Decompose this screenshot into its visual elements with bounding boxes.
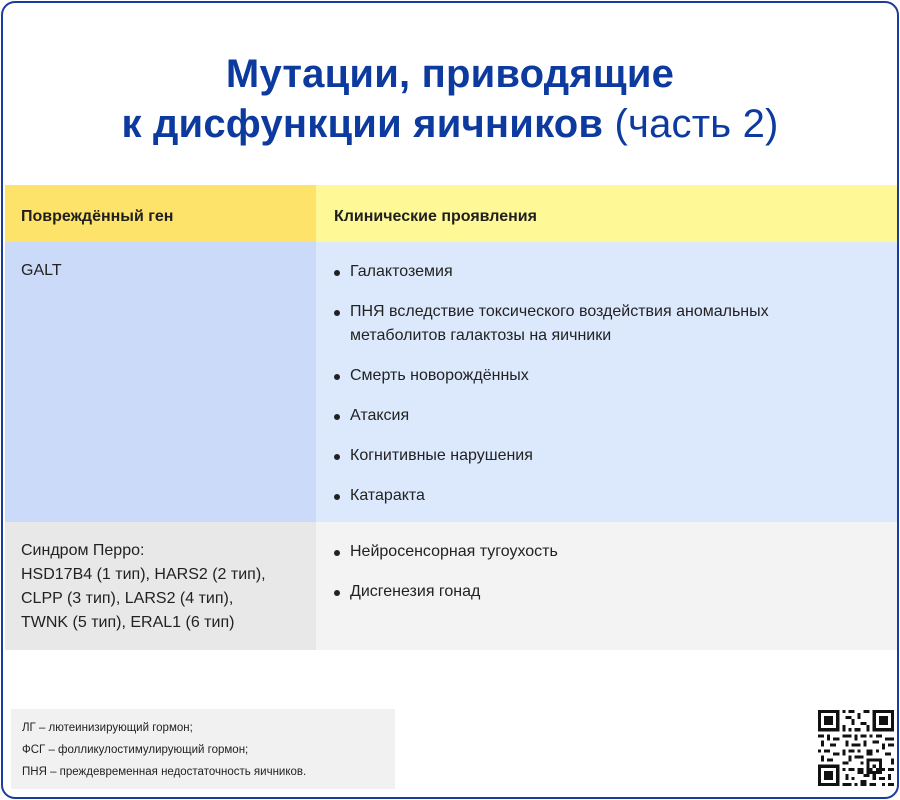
title-line-2-bold: к дисфункции яичников [121,102,604,146]
footnote: ПНЯ – преждевременная недостаточность яичников. [22,766,307,778]
header-clinical-cell [316,185,897,242]
title-line-2-light: (часть 2) [603,102,779,146]
header-gene-label: Повреждённый ген [21,208,174,225]
gene-name: GALT [21,262,62,279]
gene-cell [5,242,316,522]
list-item: Атаксия [334,404,897,428]
title-line-1: Мутации, приводящие [225,52,675,96]
header-gene-cell [5,185,316,242]
table-row [5,522,897,650]
qr-code-icon[interactable] [818,710,894,786]
list-item: Смерть новорождённых [334,364,897,388]
list-item: Когнитивные нарушения [334,444,897,468]
list-item: Галактоземия [334,260,897,284]
footnote: ЛГ – лютеинизирующий гормон; [22,722,193,734]
list-item: Катаракта [334,484,897,508]
gene-cell [5,522,316,650]
mutations-table [5,185,897,650]
list-item: Нейросенсорная тугоухость [334,540,897,564]
manifestations-cell [316,242,897,522]
manifestations-list [334,522,897,604]
footnotes [11,709,395,789]
manifestations-list [334,242,897,508]
table-row [5,242,897,522]
footnote: ФСГ – фолликулостимулирующий гормон; [22,744,249,756]
list-item: ПНЯ вследствие токсического воздействия аномальных метаболитов галактозы на яичники [334,300,897,348]
list-item: Дисгенезия гонад [334,580,897,604]
infographic-card [1,1,899,799]
page-title [3,49,897,149]
table-header-row [5,185,897,242]
manifestations-cell [316,522,897,650]
gene-name: Синдром Перро: HSD17B4 (1 тип), HARS2 (2 тип), CLPP (3 тип), LARS2 (4 тип), TWNK (5 тип), ERAL1 (6 тип) [21,542,266,631]
header-clinical-label: Клинические проявления [334,208,537,225]
title-line-2 [3,99,897,149]
